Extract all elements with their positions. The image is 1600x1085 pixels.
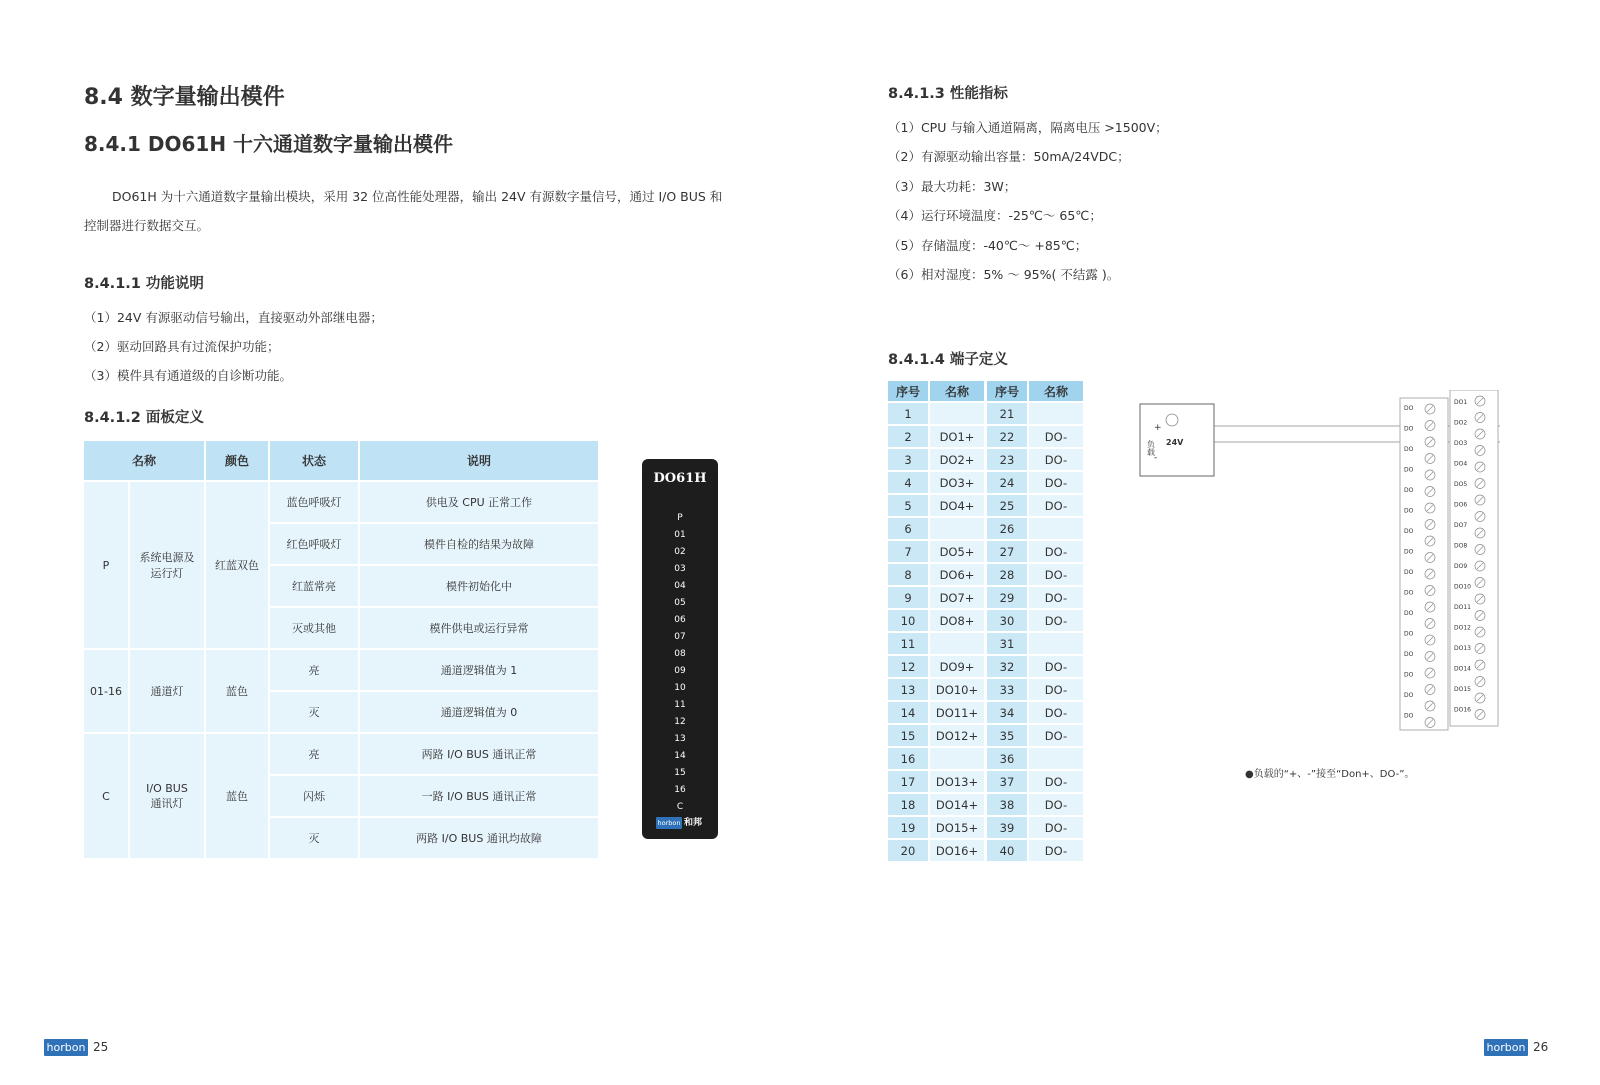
terminal-index: 16 xyxy=(888,748,930,771)
terminal-name: DO- xyxy=(1029,564,1083,587)
performance-item: （2）有源驱动输出容量：50mA/24VDC； xyxy=(888,149,1130,164)
load-label: 负载 xyxy=(1146,440,1156,456)
load-plus: + xyxy=(1154,423,1162,433)
terminal-name xyxy=(1029,748,1083,771)
panel-heading: 8.4.1.2 面板定义 xyxy=(84,410,204,426)
terminal-name: DO12+ xyxy=(930,725,984,748)
led-label: 10 xyxy=(674,683,686,693)
terminal-index: 40 xyxy=(987,840,1029,863)
performance-item: （4）运行环境温度：-25℃～ 65℃； xyxy=(888,208,1102,223)
terminal-index: 5 xyxy=(888,495,930,518)
table-row xyxy=(987,610,1083,633)
header-color: 颜色 xyxy=(206,441,270,482)
led-state: 亮 xyxy=(270,734,360,776)
led-desc: 供电及 CPU 正常工作 xyxy=(360,482,598,524)
terminal-name: DO- xyxy=(1029,702,1083,725)
terminal-index: 30 xyxy=(987,610,1029,633)
strip-label: DO xyxy=(1404,466,1414,474)
header-name: 名称 xyxy=(930,381,984,403)
strip-label: DO8 xyxy=(1454,542,1468,550)
intro-paragraph: DO61H 为十六通道数字量输出模块，采用 32 位高性能处理器，输出 24V 有源数字量信号，通过 I/O BUS 和控制器进行数据交互。 xyxy=(84,189,723,233)
strip-label: DO xyxy=(1404,651,1414,658)
header-index: 序号 xyxy=(987,381,1029,403)
led-label: 05 xyxy=(674,598,686,608)
terminal-name: DO- xyxy=(1029,426,1083,449)
terminal-name: DO3+ xyxy=(930,472,984,495)
terminal-name: DO- xyxy=(1029,794,1083,817)
terminal-name: DO- xyxy=(1029,656,1083,679)
led-state: 红色呼吸灯 xyxy=(270,524,360,566)
terminal-index: 29 xyxy=(987,587,1029,610)
table-row xyxy=(84,482,598,524)
device-logo-cn: 和邦 xyxy=(684,818,703,828)
strip-label: DO xyxy=(1404,507,1414,515)
table-row xyxy=(987,794,1083,817)
led-desc: 通道逻辑值为 1 xyxy=(360,650,598,692)
terminal-index: 4 xyxy=(888,472,930,495)
terminal-index: 14 xyxy=(888,702,930,725)
led-label: 09 xyxy=(674,666,686,676)
led-color: 蓝色 xyxy=(206,734,270,860)
strip-label: DO2 xyxy=(1454,419,1468,427)
terminal-index: 37 xyxy=(987,771,1029,794)
strip-label: DO xyxy=(1404,405,1414,412)
terminal-index: 17 xyxy=(888,771,930,794)
table-row xyxy=(84,650,598,692)
performance-item: （3）最大功耗：3W； xyxy=(888,179,1017,194)
table-row xyxy=(987,771,1083,794)
table-row xyxy=(987,472,1083,495)
subsection-title: 8.4.1 DO61H 十六通道数字量输出模件 xyxy=(84,132,454,156)
strip-label: DO7 xyxy=(1454,522,1468,529)
led-state: 闪烁 xyxy=(270,776,360,818)
strip-label: DO xyxy=(1404,589,1414,597)
function-item: （2）驱动回路具有过流保护功能； xyxy=(84,339,280,354)
led-name: I/O BUS 通讯灯 xyxy=(130,734,206,860)
header-name: 名称 xyxy=(1029,381,1083,403)
strip-label: DO xyxy=(1404,425,1414,433)
terminal-index: 34 xyxy=(987,702,1029,725)
terminal-name: DO16+ xyxy=(930,840,984,863)
led-label: 01 xyxy=(674,530,686,540)
terminal-index: 18 xyxy=(888,794,930,817)
strip-label: DO xyxy=(1404,548,1414,556)
table-row xyxy=(987,403,1083,426)
terminal-name: DO4+ xyxy=(930,495,984,518)
terminal-index: 9 xyxy=(888,587,930,610)
performance-heading: 8.4.1.3 性能指标 xyxy=(888,86,1008,102)
terminal-name xyxy=(1029,403,1083,426)
led-desc: 两路 I/O BUS 通讯正常 xyxy=(360,734,598,776)
led-code: P xyxy=(84,482,130,650)
terminal-name xyxy=(930,518,984,541)
led-state: 灭 xyxy=(270,818,360,860)
led-label: 06 xyxy=(674,615,686,625)
led-desc: 一路 I/O BUS 通讯正常 xyxy=(360,776,598,818)
terminal-name: DO2+ xyxy=(930,449,984,472)
terminal-name xyxy=(930,633,984,656)
table-row xyxy=(888,518,984,541)
strip-label: DO15 xyxy=(1454,686,1471,693)
terminal-index: 20 xyxy=(888,840,930,863)
terminal-index: 10 xyxy=(888,610,930,633)
led-label: 07 xyxy=(674,632,686,642)
strip-label: DO xyxy=(1404,528,1414,535)
table-row xyxy=(888,794,984,817)
table-row xyxy=(987,587,1083,610)
table-row xyxy=(888,564,984,587)
terminal-index: 27 xyxy=(987,541,1029,564)
terminal-index: 22 xyxy=(987,426,1029,449)
table-header-row xyxy=(987,381,1083,403)
strip-label: DO13 xyxy=(1454,645,1471,652)
page-number: 26 xyxy=(1533,1040,1549,1054)
terminal-name: DO14+ xyxy=(930,794,984,817)
terminal-index: 36 xyxy=(987,748,1029,771)
terminal-index: 19 xyxy=(888,817,930,840)
terminal-index: 8 xyxy=(888,564,930,587)
strip-label: DO xyxy=(1404,487,1414,494)
terminal-index: 21 xyxy=(987,403,1029,426)
strip-label: DO5 xyxy=(1454,481,1468,488)
device-logo: horbon xyxy=(657,819,681,827)
table-row xyxy=(987,564,1083,587)
led-name: 通道灯 xyxy=(130,650,206,734)
led-desc: 模件初始化中 xyxy=(360,566,598,608)
wiring-diagram xyxy=(1130,390,1530,750)
terminal-name: DO5+ xyxy=(930,541,984,564)
terminal-name: DO- xyxy=(1029,610,1083,633)
terminal-index: 38 xyxy=(987,794,1029,817)
function-item: （3）模件具有通道级的自诊断功能。 xyxy=(84,368,292,383)
performance-item: （6）相对湿度：5% ～ 95%( 不结露 )。 xyxy=(888,267,1120,282)
panel-definition-table xyxy=(84,441,598,860)
terminal-index: 11 xyxy=(888,633,930,656)
header-state: 状态 xyxy=(270,441,360,482)
device-model: DO61H xyxy=(653,471,707,486)
terminal-name: DO9+ xyxy=(930,656,984,679)
terminal-name xyxy=(1029,518,1083,541)
led-label: 16 xyxy=(674,785,686,795)
led-label: 12 xyxy=(674,717,686,727)
table-row xyxy=(987,702,1083,725)
led-label: 15 xyxy=(674,768,686,778)
led-color: 红蓝双色 xyxy=(206,482,270,650)
led-label: C xyxy=(676,802,684,812)
terminal-index: 2 xyxy=(888,426,930,449)
strip-label: DO4 xyxy=(1454,460,1468,468)
table-row xyxy=(888,840,984,863)
section-title: 8.4 数字量输出模件 xyxy=(84,85,285,110)
terminal-index: 25 xyxy=(987,495,1029,518)
table-row xyxy=(888,610,984,633)
terminal-name xyxy=(1029,633,1083,656)
strip-label: DO xyxy=(1404,446,1414,453)
table-row xyxy=(987,817,1083,840)
load-minus: - xyxy=(1154,453,1158,463)
led-label: 02 xyxy=(674,547,686,557)
led-label: 03 xyxy=(674,564,686,574)
table-row xyxy=(987,656,1083,679)
header-index: 序号 xyxy=(888,381,930,403)
table-row xyxy=(888,771,984,794)
terminal-name: DO- xyxy=(1029,725,1083,748)
table-row xyxy=(987,725,1083,748)
terminal-index: 7 xyxy=(888,541,930,564)
terminal-name: DO- xyxy=(1029,840,1083,863)
strip-label: DO10 xyxy=(1454,583,1471,591)
terminal-index: 12 xyxy=(888,656,930,679)
led-label: P xyxy=(677,513,683,523)
terminal-name: DO15+ xyxy=(930,817,984,840)
table-row xyxy=(888,702,984,725)
terminal-index: 3 xyxy=(888,449,930,472)
led-color: 蓝色 xyxy=(206,650,270,734)
terminal-name: DO- xyxy=(1029,587,1083,610)
terminal-name: DO13+ xyxy=(930,771,984,794)
table-row xyxy=(987,633,1083,656)
terminal-index: 6 xyxy=(888,518,930,541)
led-state: 灭或其他 xyxy=(270,608,360,650)
terminal-name: DO- xyxy=(1029,449,1083,472)
strip-label: DO1 xyxy=(1454,399,1468,406)
terminal-name: DO- xyxy=(1029,495,1083,518)
terminal-name: DO- xyxy=(1029,817,1083,840)
led-label: 04 xyxy=(674,581,686,591)
strip-label: DO xyxy=(1404,610,1414,617)
terminal-name: DO- xyxy=(1029,541,1083,564)
terminal-name: DO- xyxy=(1029,771,1083,794)
footer-logo: horbon xyxy=(1484,1039,1528,1056)
table-row xyxy=(888,748,984,771)
strip-label: DO6 xyxy=(1454,501,1468,509)
terminal-index: 33 xyxy=(987,679,1029,702)
strip-label: DO14 xyxy=(1454,665,1471,673)
table-row xyxy=(888,587,984,610)
table-row xyxy=(84,734,598,776)
table-row xyxy=(888,817,984,840)
led-desc: 模件自检的结果为故障 xyxy=(360,524,598,566)
function-item: （1）24V 有源驱动信号输出，直接驱动外部继电器； xyxy=(84,310,383,325)
table-row xyxy=(987,679,1083,702)
strip-label: DO3 xyxy=(1454,440,1468,447)
table-row xyxy=(888,426,984,449)
header-desc: 说明 xyxy=(360,441,598,482)
table-row xyxy=(888,472,984,495)
terminal-name: DO11+ xyxy=(930,702,984,725)
led-label: 13 xyxy=(674,734,686,744)
terminal-name xyxy=(930,403,984,426)
terminal-index: 32 xyxy=(987,656,1029,679)
terminal-index: 15 xyxy=(888,725,930,748)
table-row xyxy=(888,495,984,518)
led-state: 亮 xyxy=(270,650,360,692)
terminal-name: DO- xyxy=(1029,472,1083,495)
led-label: 08 xyxy=(674,649,686,659)
strip-label: DO xyxy=(1404,569,1414,576)
led-state: 红蓝常亮 xyxy=(270,566,360,608)
strip-label: DO11 xyxy=(1454,604,1471,611)
table-row xyxy=(888,725,984,748)
terminal-index: 39 xyxy=(987,817,1029,840)
led-state: 灭 xyxy=(270,692,360,734)
led-code: C xyxy=(84,734,130,860)
terminal-index: 31 xyxy=(987,633,1029,656)
table-header-row xyxy=(84,441,598,482)
load-voltage: 24V xyxy=(1166,438,1184,447)
strip-label: DO xyxy=(1404,712,1414,720)
table-row xyxy=(888,541,984,564)
terminal-name: DO10+ xyxy=(930,679,984,702)
led-desc: 模件供电或运行异常 xyxy=(360,608,598,650)
strip-label: DO12 xyxy=(1454,624,1471,632)
terminal-index: 28 xyxy=(987,564,1029,587)
table-header-row xyxy=(888,381,984,403)
terminal-index: 26 xyxy=(987,518,1029,541)
table-row xyxy=(888,656,984,679)
terminal-name: DO6+ xyxy=(930,564,984,587)
table-row xyxy=(987,748,1083,771)
table-row xyxy=(987,449,1083,472)
terminal-index: 23 xyxy=(987,449,1029,472)
terminal-name: DO7+ xyxy=(930,587,984,610)
terminal-name: DO1+ xyxy=(930,426,984,449)
led-desc: 通道逻辑值为 0 xyxy=(360,692,598,734)
function-heading: 8.4.1.1 功能说明 xyxy=(84,276,204,292)
terminal-index: 35 xyxy=(987,725,1029,748)
terminal-table-right xyxy=(987,381,1083,863)
strip-label: DO9 xyxy=(1454,563,1468,570)
page-number: 25 xyxy=(93,1040,109,1054)
table-row xyxy=(888,449,984,472)
strip-label: DO xyxy=(1404,671,1414,679)
table-row xyxy=(888,679,984,702)
table-row xyxy=(987,495,1083,518)
terminal-name: DO- xyxy=(1029,679,1083,702)
led-label: 14 xyxy=(674,751,686,761)
table-row xyxy=(888,633,984,656)
header-name: 名称 xyxy=(84,441,206,482)
terminal-name xyxy=(930,748,984,771)
strip-label: DO16 xyxy=(1454,706,1471,714)
wiring-note: ●负载的“+、-”接至“Don+、DO-”。 xyxy=(1245,769,1415,780)
strip-label: DO xyxy=(1404,692,1414,699)
terminal-name: DO8+ xyxy=(930,610,984,633)
table-row xyxy=(987,840,1083,863)
strip-label: DO xyxy=(1404,630,1414,638)
performance-item: （1）CPU 与输入通道隔离，隔离电压 >1500V； xyxy=(888,120,1168,135)
led-label: 11 xyxy=(674,700,686,710)
led-desc: 两路 I/O BUS 通讯均故障 xyxy=(360,818,598,860)
table-row xyxy=(987,541,1083,564)
led-name: 系统电源及运行灯 xyxy=(130,482,206,650)
terminal-heading: 8.4.1.4 端子定义 xyxy=(888,352,1008,368)
terminal-index: 13 xyxy=(888,679,930,702)
device-front-panel xyxy=(642,459,718,839)
footer-logo: horbon xyxy=(44,1039,88,1056)
table-row xyxy=(888,403,984,426)
performance-item: （5）存储温度：-40℃～ +85℃； xyxy=(888,238,1088,253)
led-state: 蓝色呼吸灯 xyxy=(270,482,360,524)
terminal-index: 1 xyxy=(888,403,930,426)
terminal-index: 24 xyxy=(987,472,1029,495)
table-row xyxy=(987,518,1083,541)
terminal-table-left xyxy=(888,381,984,863)
led-code: 01-16 xyxy=(84,650,130,734)
table-row xyxy=(987,426,1083,449)
